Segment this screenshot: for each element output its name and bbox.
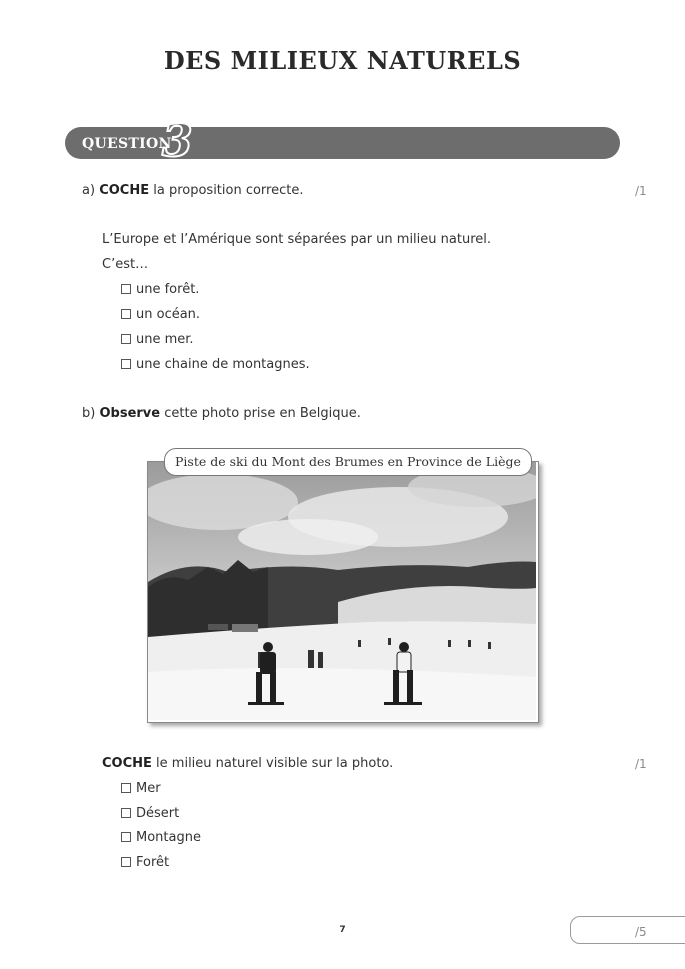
checkbox[interactable] xyxy=(121,284,131,294)
page-title: DES MILIEUX NATURELS xyxy=(163,46,522,75)
checkbox[interactable] xyxy=(121,857,131,867)
part-b-sub-text: le milieu naturel visible sur la photo. xyxy=(156,756,394,771)
option-label: une forêt. xyxy=(136,282,200,297)
part-b-verb: Observe xyxy=(99,406,161,421)
part-a-verb: COCHE xyxy=(99,183,150,198)
option-label: une mer. xyxy=(136,332,194,347)
part-b-sub-verb: COCHE xyxy=(102,756,152,771)
option-desert[interactable] xyxy=(121,806,179,821)
option-ocean[interactable] xyxy=(121,307,200,322)
part-a-instruction xyxy=(82,183,303,198)
checkbox[interactable] xyxy=(121,808,131,818)
part-a-score: /1 xyxy=(635,184,647,198)
part-b-score: /1 xyxy=(635,757,647,771)
checkbox[interactable] xyxy=(121,359,131,369)
part-b-letter: b) xyxy=(82,406,96,421)
part-b-sub-instruction xyxy=(102,756,393,771)
option-foret[interactable] xyxy=(121,282,199,297)
total-score-box xyxy=(570,916,685,944)
checkbox[interactable] xyxy=(121,783,131,793)
ski-slope-photo xyxy=(147,461,539,723)
ski-slope-image xyxy=(148,462,536,720)
checkbox[interactable] xyxy=(121,309,131,319)
option-label: Forêt xyxy=(136,855,170,870)
option-mer-b[interactable] xyxy=(121,781,161,796)
photo-caption: Piste de ski du Mont des Brumes en Province de Liège xyxy=(164,448,532,476)
option-foret-b[interactable] xyxy=(121,855,169,870)
question-number: 3 xyxy=(162,116,193,167)
part-a-statement: L’Europe et l’Amérique sont séparées par un milieu naturel. xyxy=(102,232,491,247)
part-a-lead: C’est… xyxy=(102,257,149,272)
option-mer[interactable] xyxy=(121,332,194,347)
option-label: Désert xyxy=(136,806,180,821)
option-montagne[interactable] xyxy=(121,830,201,845)
option-label: un océan. xyxy=(136,307,201,322)
option-label: Montagne xyxy=(136,830,201,845)
part-a-letter: a) xyxy=(82,183,96,198)
part-a-text: la proposition correcte. xyxy=(153,183,304,198)
option-label: une chaine de montagnes. xyxy=(136,357,310,372)
total-score: /5 xyxy=(635,925,647,939)
checkbox[interactable] xyxy=(121,832,131,842)
option-label: Mer xyxy=(136,781,161,796)
part-b-text: cette photo prise en Belgique. xyxy=(164,406,361,421)
part-b-instruction xyxy=(82,406,361,421)
checkbox[interactable] xyxy=(121,334,131,344)
option-montagnes[interactable] xyxy=(121,357,310,372)
question-label: QUESTION xyxy=(82,136,172,152)
page-number: 7 xyxy=(339,925,346,935)
